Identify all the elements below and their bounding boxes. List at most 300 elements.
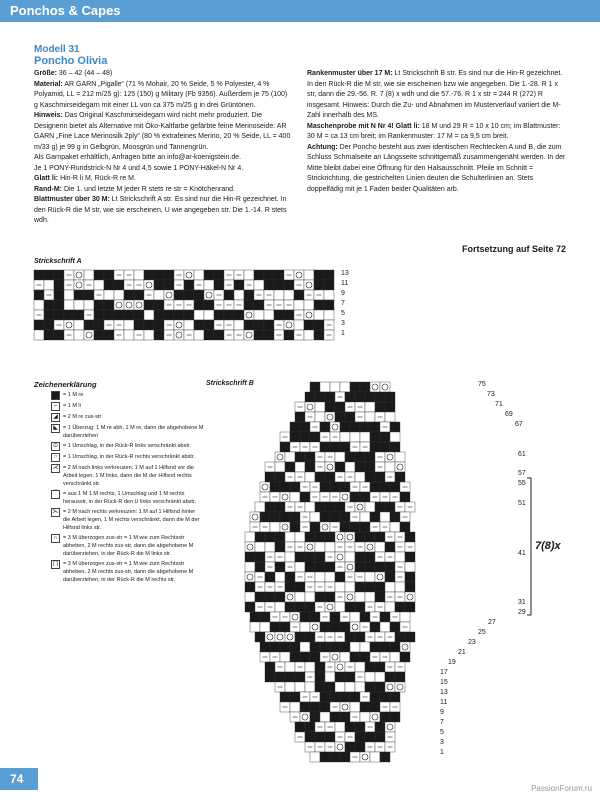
increase-3-symbol-icon: ⌒ xyxy=(52,491,59,497)
chart-b-cell xyxy=(290,492,300,502)
chart-b-cell xyxy=(295,582,305,592)
chart-b-cell xyxy=(345,602,355,612)
chart-b-cell xyxy=(285,462,295,472)
chart-a-cell xyxy=(184,280,194,290)
chart-b-cell xyxy=(355,472,365,482)
chart-b-cell xyxy=(365,592,375,602)
chart-b-cell xyxy=(255,562,265,572)
legend-item xyxy=(34,490,204,506)
chart-b-cell xyxy=(260,612,270,622)
chart-b-cell xyxy=(395,602,405,612)
chart-a-cell xyxy=(84,300,94,310)
chart-b-cell xyxy=(265,472,275,482)
chart-b-cell xyxy=(310,712,320,722)
chart-b-cell xyxy=(305,592,315,602)
row-number: 31 xyxy=(518,599,526,606)
chart-b-cell xyxy=(360,382,370,392)
chart-a-cell xyxy=(74,280,84,290)
chart-b-cell xyxy=(365,572,375,582)
chart-b-cell xyxy=(325,682,335,692)
chart-a-cell xyxy=(154,270,164,280)
chart-b-cell xyxy=(335,502,345,512)
chart-a-cell xyxy=(164,290,174,300)
chart-b-cell xyxy=(330,642,340,652)
chart-b-cell xyxy=(380,712,390,722)
cross-left-symbol-icon: ⋌ xyxy=(52,465,59,471)
chart-b-cell xyxy=(405,532,415,542)
chart-a-cell xyxy=(314,330,324,340)
chart-b-cell xyxy=(345,462,355,472)
chart-b-cell xyxy=(355,392,365,402)
chart-b-cell xyxy=(325,462,335,472)
chart-b-cell xyxy=(275,462,285,472)
chart-b-cell xyxy=(405,552,415,562)
chart-a-cell xyxy=(104,310,114,320)
chart-b-cell xyxy=(305,552,315,562)
chart-a-cell xyxy=(204,320,214,330)
chart-b-cell xyxy=(320,482,330,492)
chart-b-cell xyxy=(285,662,295,672)
chart-a-cell xyxy=(154,320,164,330)
legend-item xyxy=(34,402,204,411)
chart-b-cell xyxy=(245,572,255,582)
decrease-3-right-symbol-icon: ⋂ xyxy=(51,560,60,569)
chart-a-cell xyxy=(274,270,284,280)
chart-b-cell xyxy=(330,382,340,392)
chart-b-cell xyxy=(405,572,415,582)
chart-b-cell xyxy=(325,402,335,412)
chart-b-cell xyxy=(390,512,400,522)
chart-a-cell xyxy=(74,300,84,310)
paragraph-label: Achtung: xyxy=(307,143,338,151)
chart-b-cell xyxy=(345,742,355,752)
chart-b-cell xyxy=(280,642,290,652)
row-number: 69 xyxy=(505,411,513,418)
chart-b-cell xyxy=(395,552,405,562)
chart-b-cell xyxy=(295,412,305,422)
chart-b-cell xyxy=(375,472,385,482)
chart-b-cell xyxy=(285,632,295,642)
chart-b-cell xyxy=(350,702,360,712)
chart-b-cell xyxy=(395,472,405,482)
chart-b-cell xyxy=(315,502,325,512)
chart-b-cell xyxy=(380,752,390,762)
chart-b-cell xyxy=(315,562,325,572)
knit-right-symbol-icon xyxy=(51,391,60,400)
chart-a-cell xyxy=(194,310,204,320)
chart-b-cell xyxy=(360,432,370,442)
legend-text: = 2 M re zus-str xyxy=(63,414,102,420)
chart-a-cell xyxy=(184,320,194,330)
legend-item xyxy=(34,534,204,558)
chart-b-cell xyxy=(320,712,330,722)
chart-a-cell xyxy=(64,320,74,330)
chart-b-cell xyxy=(365,412,375,422)
chart-b-cell xyxy=(315,412,325,422)
chart-b-cell xyxy=(335,402,345,412)
chart-b-cell xyxy=(340,692,350,702)
chart-a-cell xyxy=(324,300,334,310)
row-number: 19 xyxy=(448,659,456,666)
chart-b-cell xyxy=(345,582,355,592)
chart-b-cell xyxy=(350,692,360,702)
row-number: 5 xyxy=(341,310,345,317)
chart-b-cell xyxy=(320,702,330,712)
chart-a-cell xyxy=(64,290,74,300)
chart-a-cell xyxy=(304,310,314,320)
chart-b-cell xyxy=(285,552,295,562)
chart-a-cell xyxy=(194,330,204,340)
chart-b-cell xyxy=(335,742,345,752)
chart-a-cell xyxy=(154,300,164,310)
chart-b-cell xyxy=(275,572,285,582)
row-number: 57 xyxy=(518,470,526,477)
chart-b-cell xyxy=(355,582,365,592)
chart-b-cell xyxy=(345,412,355,422)
chart-b-cell xyxy=(280,522,290,532)
chart-b-cell xyxy=(345,682,355,692)
chart-b-cell xyxy=(285,592,295,602)
chart-a-cell xyxy=(294,290,304,300)
paragraph-label: Material: xyxy=(34,80,63,88)
chart-b-cell xyxy=(325,592,335,602)
paragraph-text: Lt Strickschrift A str. Es sind nur die Hin-R gezeichnet. In den Rück-R die M str, wie sie erscheinen, U wie angegeben str. Die 1.-14. R stets wdh. xyxy=(34,196,287,224)
chart-b-cell xyxy=(295,672,305,682)
model-number: Modell 31 xyxy=(34,44,80,55)
chart-b-cell xyxy=(360,512,370,522)
chart-b-cell xyxy=(290,432,300,442)
row-number: 11 xyxy=(440,699,448,706)
legend-item xyxy=(34,391,204,400)
chart-b-cell xyxy=(395,672,405,682)
chart-a-cell xyxy=(204,300,214,310)
chart-b-cell xyxy=(395,582,405,592)
chart-a-cell xyxy=(174,330,184,340)
chart-b-cell xyxy=(315,392,325,402)
chart-b-cell xyxy=(395,462,405,472)
chart-a-cell xyxy=(244,310,254,320)
chart-b-cell xyxy=(355,502,365,512)
chart-b-cell xyxy=(305,392,315,402)
chart-b-cell xyxy=(310,432,320,442)
chart-b-cell xyxy=(305,462,315,472)
chart-b-cell xyxy=(350,422,360,432)
paragraph-text: Hin-R li M, Rück-R re M. xyxy=(58,175,136,182)
chart-b-cell xyxy=(295,562,305,572)
chart-a-cell xyxy=(94,320,104,330)
legend-text: = 1 Überzug: 1 M re abh, 1 M re, dann die abgehobene M darüberziehen xyxy=(63,425,204,439)
chart-b-cell xyxy=(340,652,350,662)
chart-b-cell xyxy=(320,422,330,432)
chart-b-cell xyxy=(405,632,415,642)
chart-b-cell xyxy=(285,602,295,612)
legend-item xyxy=(34,442,204,451)
chart-a-cell xyxy=(324,270,334,280)
chart-b-cell xyxy=(295,532,305,542)
chart-b-cell xyxy=(285,532,295,542)
legend-title: Zeichenerklärung xyxy=(34,380,97,389)
chart-b-cell xyxy=(330,442,340,452)
chart-a-cell xyxy=(84,290,94,300)
chart-b-cell xyxy=(340,492,350,502)
two-together-symbol-icon: ◢ xyxy=(51,413,60,422)
chart-b-cell xyxy=(315,532,325,542)
chart-b-cell xyxy=(350,652,360,662)
chart-b-cell xyxy=(365,462,375,472)
chart-b-cell xyxy=(350,492,360,502)
chart-b-cell xyxy=(330,692,340,702)
chart-b-cell xyxy=(370,512,380,522)
chart-b-cell xyxy=(335,672,345,682)
paragraph-text: Als Garnpaket erhältlich, Anfragen bitte an info@ar-koenigstein.de. xyxy=(34,154,242,161)
chart-b-cell xyxy=(325,562,335,572)
chart-b-cell xyxy=(340,642,350,652)
chart-b-cell xyxy=(355,732,365,742)
chart-b-cell xyxy=(350,382,360,392)
chart-b-cell xyxy=(375,502,385,512)
legend-item xyxy=(34,464,204,488)
chart-b-cell xyxy=(330,622,340,632)
chart-a-cell xyxy=(104,300,114,310)
chart-a-cell xyxy=(194,300,204,310)
chart-a-cell xyxy=(134,290,144,300)
chart-b-cell xyxy=(280,622,290,632)
chart-a-cell xyxy=(244,320,254,330)
row-number: 25 xyxy=(478,629,486,636)
chart-b-cell xyxy=(335,682,345,692)
chart-a-cell xyxy=(154,330,164,340)
chart-a-cell xyxy=(254,320,264,330)
chart-b-cell xyxy=(325,392,335,402)
chart-a-cell xyxy=(274,290,284,300)
chart-b-cell xyxy=(320,692,330,702)
legend-item xyxy=(34,413,204,422)
chart-a-cell xyxy=(234,280,244,290)
chart-b-cell xyxy=(390,712,400,722)
chart-b-cell xyxy=(405,582,415,592)
chart-b-cell xyxy=(310,522,320,532)
chart-b-cell xyxy=(400,652,410,662)
chart-b-cell xyxy=(330,652,340,662)
chart-a-cell xyxy=(264,320,274,330)
chart-b-cell xyxy=(295,462,305,472)
chart-b-cell xyxy=(305,602,315,612)
chart-b-cell xyxy=(375,682,385,692)
chart-b-cell xyxy=(330,752,340,762)
chart-a-cell xyxy=(154,310,164,320)
chart-b-cell xyxy=(365,532,375,542)
chart-b-cell xyxy=(305,662,315,672)
section-title: Ponchos & Capes xyxy=(10,3,121,18)
chart-b-cell xyxy=(340,382,350,392)
chart-b-cell xyxy=(320,442,330,452)
chart-b-cell xyxy=(345,632,355,642)
chart-a-cell xyxy=(84,320,94,330)
chart-b-cell xyxy=(300,712,310,722)
chart-a-cell xyxy=(94,330,104,340)
chart-b-cell xyxy=(285,452,295,462)
legend-text: = 1 Umschlag, in der Rück-R rechts verschränkt abstr. xyxy=(63,454,195,460)
chart-b-cell xyxy=(365,662,375,672)
chart-b-cell xyxy=(360,522,370,532)
chart-b-cell xyxy=(365,452,375,462)
chart-b-cell xyxy=(350,642,360,652)
chart-b-cell xyxy=(375,402,385,412)
chart-b-cell xyxy=(300,422,310,432)
chart-a-cell xyxy=(54,300,64,310)
chart-a-cell xyxy=(164,270,174,280)
chart-b-cell xyxy=(340,712,350,722)
chart-b-cell xyxy=(370,422,380,432)
chart-b-cell xyxy=(400,612,410,622)
chart-b-cell xyxy=(295,632,305,642)
chart-b-cell xyxy=(325,412,335,422)
chart-b-cell xyxy=(375,592,385,602)
chart-b-cell xyxy=(345,562,355,572)
chart-b-cell xyxy=(290,422,300,432)
chart-a-cell xyxy=(54,290,64,300)
row-number: 23 xyxy=(468,639,476,646)
chart-b-cell xyxy=(285,582,295,592)
row-number: 29 xyxy=(518,609,526,616)
chart-b-cell xyxy=(350,522,360,532)
chart-b-cell xyxy=(330,422,340,432)
chart-b-cell xyxy=(370,482,380,492)
chart-a-cell xyxy=(54,330,64,340)
chart-b-cell xyxy=(380,442,390,452)
chart-b-cell xyxy=(330,712,340,722)
row-number: 7 xyxy=(341,300,345,307)
chart-b-cell xyxy=(265,502,275,512)
chart-b-cell xyxy=(280,512,290,522)
row-number: 1 xyxy=(440,749,444,756)
chart-a-cell xyxy=(304,280,314,290)
chart-b-cell xyxy=(400,492,410,502)
chart-b-cell xyxy=(275,592,285,602)
chart-b-cell xyxy=(250,622,260,632)
row-number: 67 xyxy=(515,421,523,428)
chart-a-cell xyxy=(144,280,154,290)
chart-b-cell xyxy=(290,512,300,522)
chart-b-cell xyxy=(395,682,405,692)
chart-b-cell xyxy=(365,472,375,482)
chart-a-cell xyxy=(324,290,334,300)
chart-b-cell xyxy=(320,522,330,532)
chart-b-cell xyxy=(295,552,305,562)
chart-b-cell xyxy=(305,532,315,542)
chart-a-cell xyxy=(64,300,74,310)
chart-a-cell xyxy=(284,280,294,290)
chart-b-cell xyxy=(325,672,335,682)
chart-b-cell xyxy=(335,572,345,582)
chart-b-cell xyxy=(295,682,305,692)
chart-b-cell xyxy=(290,702,300,712)
chart-b-cell xyxy=(360,642,370,652)
chart-a-cell xyxy=(204,310,214,320)
chart-a-cell xyxy=(244,300,254,310)
chart-b-cell xyxy=(385,572,395,582)
chart-a-cell xyxy=(284,290,294,300)
chart-b-cell xyxy=(300,432,310,442)
chart-b-cell xyxy=(385,462,395,472)
chart-b-cell xyxy=(365,392,375,402)
chart-b-cell xyxy=(280,482,290,492)
chart-b-cell xyxy=(375,672,385,682)
cross-right-symbol-icon: ⋋ xyxy=(52,509,59,515)
chart-b-cell xyxy=(300,702,310,712)
chart-a-cell xyxy=(94,310,104,320)
chart-a-cell xyxy=(54,280,64,290)
chart-a-cell xyxy=(304,330,314,340)
chart-b-cell xyxy=(290,652,300,662)
chart-b-cell xyxy=(305,542,315,552)
chart-b-cell xyxy=(300,612,310,622)
row-number: 3 xyxy=(440,739,444,746)
chart-a-cell xyxy=(284,320,294,330)
chart-b-cell xyxy=(380,612,390,622)
chart-b-cell xyxy=(345,552,355,562)
chart-a-cell xyxy=(254,330,264,340)
chart-b-cell xyxy=(375,562,385,572)
chart-b-cell xyxy=(290,482,300,492)
chart-b-cell xyxy=(390,422,400,432)
chart-b-cell xyxy=(365,682,375,692)
chart-b-cell xyxy=(335,412,345,422)
chart-a-cell xyxy=(94,300,104,310)
chart-b-cell xyxy=(360,712,370,722)
chart-b-cell xyxy=(345,532,355,542)
chart-b-cell xyxy=(290,522,300,532)
chart-b-cell xyxy=(385,502,395,512)
chart-b-cell xyxy=(370,752,380,762)
paragraph-label: Hinweis: xyxy=(34,112,63,119)
chart-b-cell xyxy=(305,682,315,692)
chart-b-cell xyxy=(345,392,355,402)
chart-a-cell xyxy=(294,270,304,280)
row-number: 3 xyxy=(341,320,345,327)
chart-a-cell xyxy=(294,300,304,310)
chart-a-cell xyxy=(104,270,114,280)
chart-b-cell xyxy=(365,542,375,552)
chart-b-cell xyxy=(385,562,395,572)
chart-a-cell xyxy=(44,280,54,290)
chart-b-cell xyxy=(290,692,300,702)
chart-a-cell xyxy=(324,280,334,290)
chart-b-cell xyxy=(250,512,260,522)
chart-a-cell xyxy=(284,330,294,340)
chart-a-cell xyxy=(284,310,294,320)
chart-b-cell xyxy=(340,622,350,632)
chart-a-title: Strickschrift A xyxy=(34,258,82,265)
chart-a-cell xyxy=(154,280,164,290)
chart-b-cell xyxy=(355,632,365,642)
chart-a-cell xyxy=(244,330,254,340)
chart-b-cell xyxy=(335,452,345,462)
chart-b-cell xyxy=(380,382,390,392)
row-number: 13 xyxy=(341,270,349,277)
chart-b-cell xyxy=(380,482,390,492)
chart-a-cell xyxy=(274,280,284,290)
chart-a-cell xyxy=(264,270,274,280)
chart-a-cell xyxy=(304,270,314,280)
chart-a-cell xyxy=(114,300,124,310)
row-number: 55 xyxy=(518,480,526,487)
chart-b-cell xyxy=(265,672,275,682)
chart-a-cell xyxy=(154,290,164,300)
chart-b-cell xyxy=(270,512,280,522)
chart-a-cell xyxy=(224,290,234,300)
knit-left-symbol-icon: – xyxy=(51,402,60,411)
